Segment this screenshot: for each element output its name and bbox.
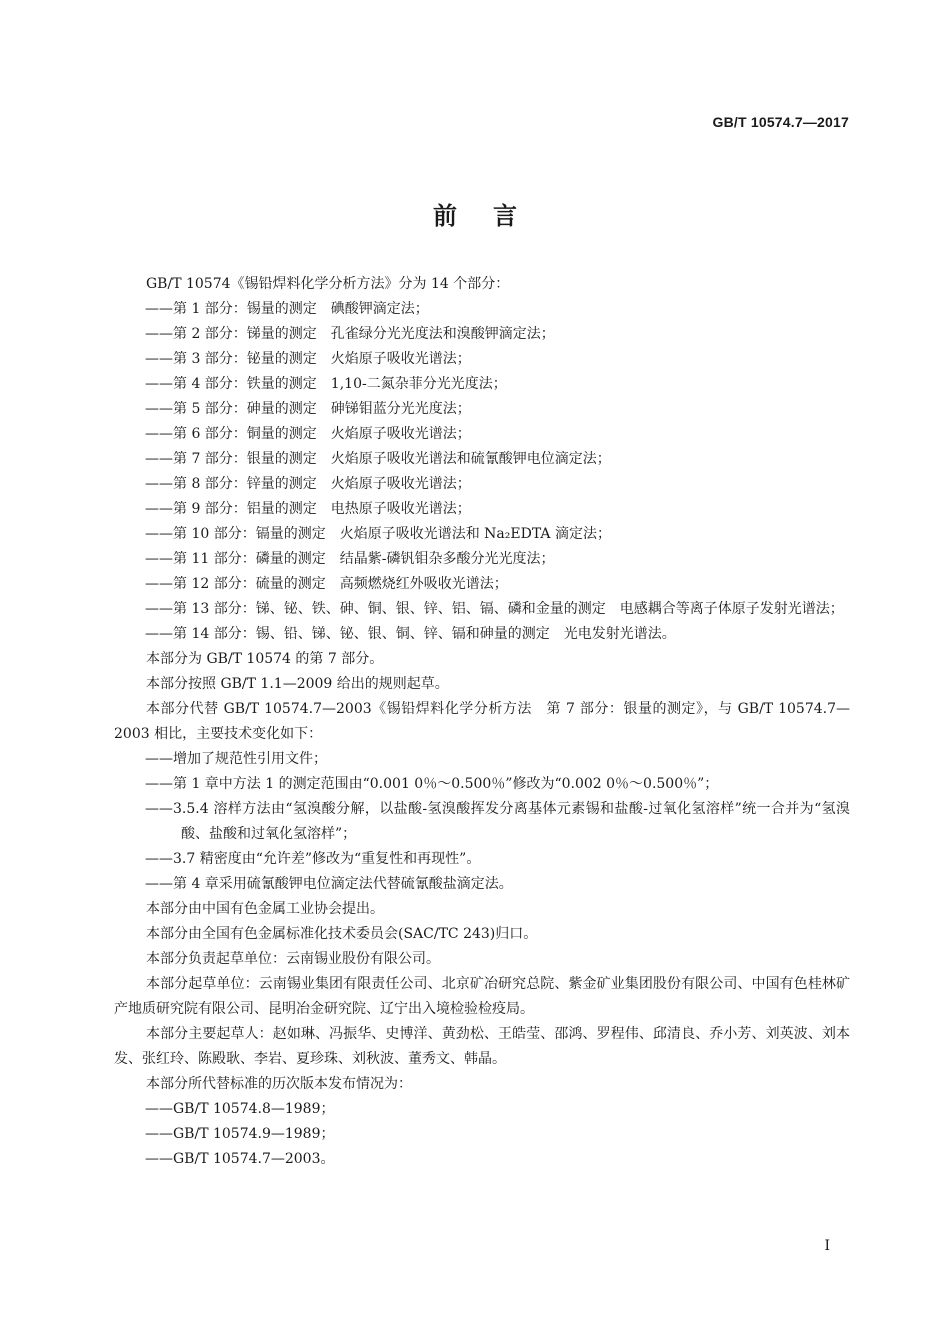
list-item: ——第 5 部分：砷量的测定 砷锑钼蓝分光光度法； [145, 401, 471, 417]
list-item: ——第 9 部分：铝量的测定 电热原子吸收光谱法； [145, 501, 471, 517]
list-item: ——GB/T 10574.9—1989； [145, 1126, 335, 1142]
paragraph: 本部分为 GB/T 10574 的第 7 部分。 [146, 651, 384, 667]
list-item: ——第 7 部分：银量的测定 火焰原子吸收光谱法和硫氰酸钾电位滴定法； [145, 451, 611, 467]
list-item: ——第 1 章中方法 1 的测定范围由“0.001 0％～0.500％”修改为“0.002 0％～0.500％”； [145, 776, 719, 792]
list-item: ——增加了规范性引用文件； [145, 751, 327, 767]
list-item: ——第 4 部分：铁量的测定 1,10-二氮杂菲分光光度法； [145, 376, 507, 392]
list-item: ——3.5.4 溶样方法由“氢溴酸分解，以盐酸-氢溴酸挥发分离基体元素锡和盐酸-过氧化氢溶样”统一合并为“氢溴酸、盐酸和过氧化氢溶样”； [145, 801, 850, 842]
list-item: ——GB/T 10574.8—1989； [145, 1101, 335, 1117]
paragraph: 本部分起草单位：云南锡业集团有限责任公司、北京矿冶研究总院、紫金矿业集团股份有限公司、中国有色桂林矿产地质研究院有限公司、昆明冶金研究院、辽宁出入境检验检疫局。 [114, 976, 850, 1017]
list-item: ——3.7 精密度由“允许差”修改为“重复性和再现性”。 [145, 851, 481, 867]
paragraph: 本部分主要起草人：赵如琳、冯振华、史博洋、黄劲松、王皓莹、邵鸿、罗程伟、邱清良、乔小芳、刘英波、刘本发、张红玲、陈殿耿、李岩、夏珍珠、刘秋波、董秀文、韩晶。 [114, 1026, 850, 1067]
paragraph: 本部分按照 GB/T 1.1—2009 给出的规则起草。 [146, 676, 449, 692]
list-item: ——第 10 部分：镉量的测定 火焰原子吸收光谱法和 Na₂EDTA 滴定法； [145, 526, 611, 542]
paragraph: 本部分代替 GB/T 10574.7—2003《锡铅焊料化学分析方法 第 7 部分：银量的测定》，与 GB/T 10574.7—2003 相比，主要技术变化如下： [114, 701, 850, 742]
list-item: ——第 1 部分：锡量的测定 碘酸钾滴定法； [145, 301, 429, 317]
paragraph: 本部分所代替标准的历次版本发布情况为： [146, 1076, 412, 1092]
list-item: ——第 4 章采用硫氰酸钾电位滴定法代替硫氰酸盐滴定法。 [145, 876, 513, 892]
page-title: 前言 [433, 202, 553, 230]
paragraph: 本部分负责起草单位：云南锡业股份有限公司。 [146, 951, 440, 967]
list-item: ——GB/T 10574.7—2003。 [145, 1151, 335, 1167]
paragraph: 本部分由中国有色金属工业协会提出。 [146, 901, 384, 917]
list-item: ——第 14 部分：锡、铅、锑、铋、银、铜、锌、镉和砷量的测定 光电发射光谱法。 [145, 626, 676, 642]
list-item: ——第 8 部分：锌量的测定 火焰原子吸收光谱法； [145, 476, 471, 492]
list-item: ——第 6 部分：铜量的测定 火焰原子吸收光谱法； [145, 426, 471, 442]
paragraph: GB/T 10574《锡铅焊料化学分析方法》分为 14 个部分： [146, 276, 510, 292]
list-item: ——第 12 部分：硫量的测定 高频燃烧红外吸收光谱法； [145, 576, 508, 592]
paragraph: 本部分由全国有色金属标准化技术委员会(SAC/TC 243)归口。 [146, 926, 538, 942]
list-item: ——第 3 部分：铋量的测定 火焰原子吸收光谱法； [145, 351, 471, 367]
list-item: ——第 13 部分：锑、铋、铁、砷、铜、银、锌、铝、镉、磷和金量的测定 电感耦合等离子体原子发射光谱法； [145, 601, 844, 617]
list-item: ——第 11 部分：磷量的测定 结晶紫-磷钒钼杂多酸分光光度法； [145, 551, 555, 567]
list-item: ——第 2 部分：锑量的测定 孔雀绿分光光度法和溴酸钾滴定法； [145, 326, 555, 342]
page-number: I [824, 1238, 830, 1254]
standard-code: GB/T 10574.7—2017 [712, 114, 849, 130]
document-body [114, 272, 850, 1172]
